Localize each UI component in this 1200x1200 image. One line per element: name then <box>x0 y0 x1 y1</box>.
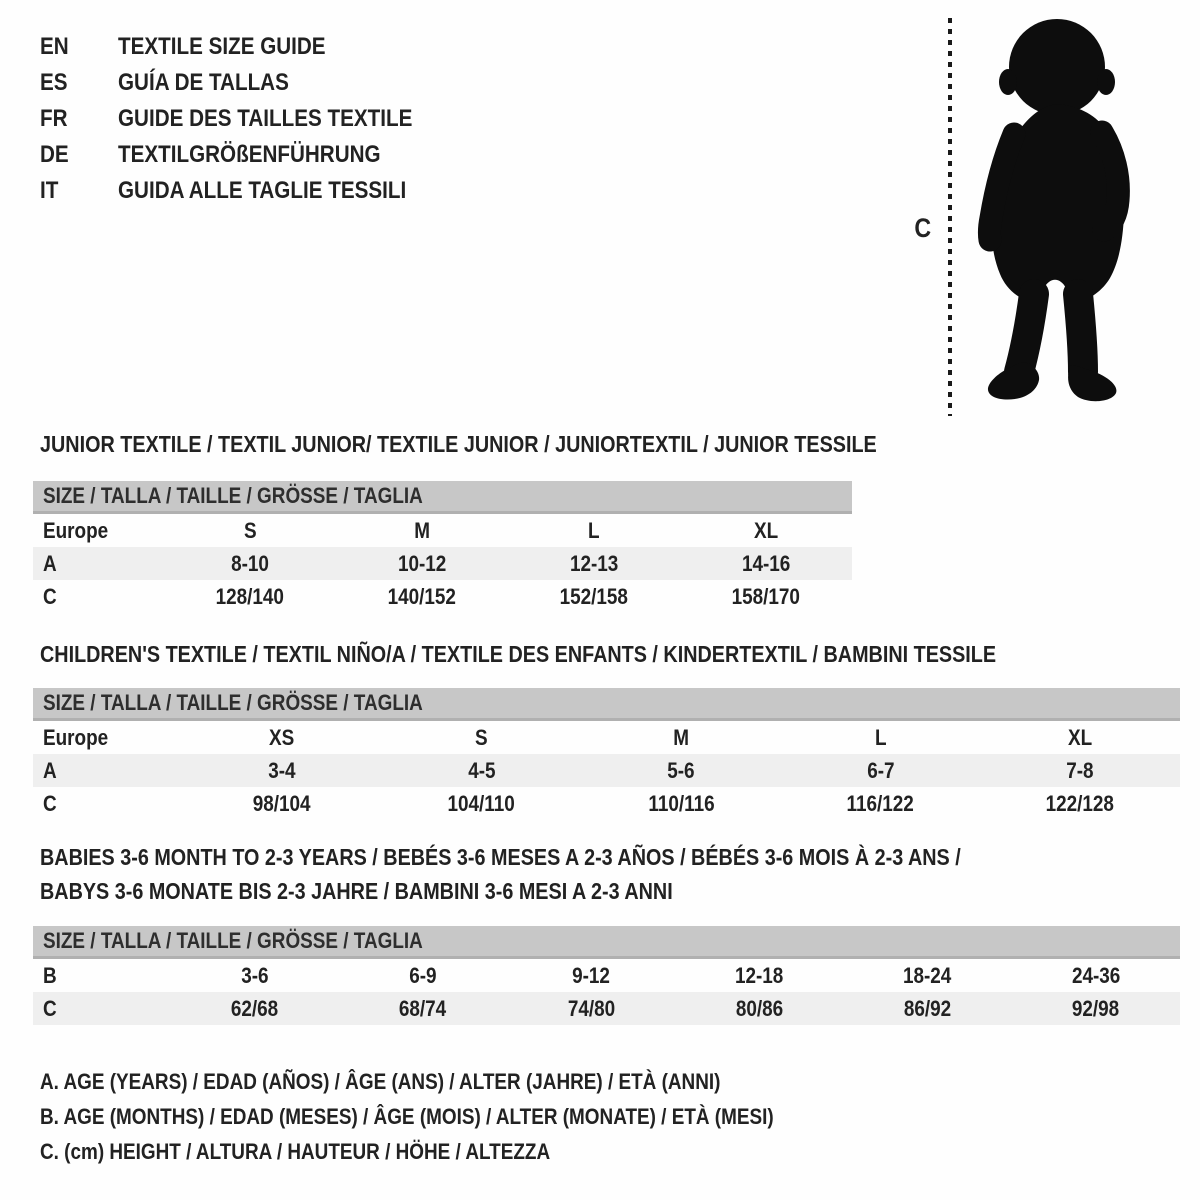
baby-silhouette-icon <box>960 12 1152 422</box>
height-dashed-line <box>948 18 952 416</box>
guide-title: GUÍA DE TALLAS <box>118 69 289 96</box>
guide-title: TEXTILE SIZE GUIDE <box>118 33 326 60</box>
language-code: EN <box>40 33 69 60</box>
table-row: C 98/104 104/110 110/116 116/122 122/128 <box>43 790 1115 816</box>
language-code: DE <box>40 141 69 168</box>
size-header-bar: SIZE / TALLA / TAILLE / GRÖSSE / TAGLIA <box>33 688 1180 721</box>
table-row: C 128/140 140/152 152/158 158/170 <box>43 583 801 609</box>
size-header-bar: SIZE / TALLA / TAILLE / GRÖSSE / TAGLIA <box>33 481 852 514</box>
legend-line-b: B. AGE (MONTHS) / EDAD (MESES) / ÂGE (MOIS) / ALTER (MONATE) / ETÀ (MESI) <box>40 1103 774 1129</box>
size-header-bar: SIZE / TALLA / TAILLE / GRÖSSE / TAGLIA <box>33 926 1180 959</box>
language-title-list <box>40 29 460 209</box>
table-row: C 62/68 68/74 74/80 80/86 86/92 92/98 <box>33 992 1180 1025</box>
measurement-legend <box>40 1064 893 1169</box>
row-label: Europe <box>43 724 109 750</box>
section-heading-junior: JUNIOR TEXTILE / TEXTIL JUNIOR/ TEXTILE JUNIOR / JUNIORTEXTIL / JUNIOR TESSILE <box>40 431 877 457</box>
row-label: Europe <box>43 517 109 543</box>
section-heading-children: CHILDREN'S TEXTILE / TEXTIL NIÑO/A / TEXTILE DES ENFANTS / KINDERTEXTIL / BAMBINI TESSILE <box>40 641 997 667</box>
section-heading-babies-line2: BABYS 3-6 MONATE BIS 2-3 JAHRE / BAMBINI 3-6 MESI A 2-3 ANNI <box>40 878 673 904</box>
guide-title: GUIDA ALLE TAGLIE TESSILI <box>118 177 407 204</box>
row-label: C <box>43 790 57 816</box>
row-label: A <box>43 757 57 783</box>
list-item <box>40 173 460 209</box>
row-label: C <box>43 995 57 1021</box>
junior-size-table <box>33 481 852 613</box>
children-size-table <box>33 688 1180 820</box>
row-label: C <box>43 583 57 609</box>
table <box>33 721 1180 820</box>
legend-line-a: A. AGE (YEARS) / EDAD (AÑOS) / ÂGE (ANS) / ALTER (JAHRE) / ETÀ (ANNI) <box>40 1068 721 1094</box>
list-item <box>40 137 460 173</box>
table-row: Europe S M L XL <box>43 517 779 543</box>
legend-line-c: C. (cm) HEIGHT / ALTURA / HAUTEUR / HÖHE / ALTEZZA <box>40 1138 551 1164</box>
table-row: Europe XS S M L XL <box>43 724 1093 750</box>
language-code: FR <box>40 105 68 132</box>
table <box>33 514 852 613</box>
language-code: IT <box>40 177 59 204</box>
table-row: B 3-6 6-9 9-12 12-18 18-24 24-36 <box>43 962 1121 988</box>
guide-title: TEXTILGRÖßENFÜHRUNG <box>118 141 381 168</box>
row-label: B <box>43 962 57 988</box>
language-code: ES <box>40 69 68 96</box>
babies-size-table <box>33 926 1180 1025</box>
table-row: A 3-4 4-5 5-6 6-7 7-8 <box>33 754 1180 787</box>
table <box>33 959 1180 1025</box>
list-item <box>40 101 460 137</box>
list-item <box>40 65 460 101</box>
row-label: A <box>43 550 57 576</box>
section-heading-babies-line1: BABIES 3-6 MONTH TO 2-3 YEARS / BEBÉS 3-6 MESES A 2-3 AÑOS / BÉBÉS 3-6 MOIS À 2-3 ANS / <box>40 844 961 870</box>
table-row: A 8-10 10-12 12-13 14-16 <box>33 547 852 580</box>
height-measure-label: C <box>914 213 932 243</box>
list-item <box>40 29 460 65</box>
guide-title: GUIDE DES TAILLES TEXTILE <box>118 105 413 132</box>
